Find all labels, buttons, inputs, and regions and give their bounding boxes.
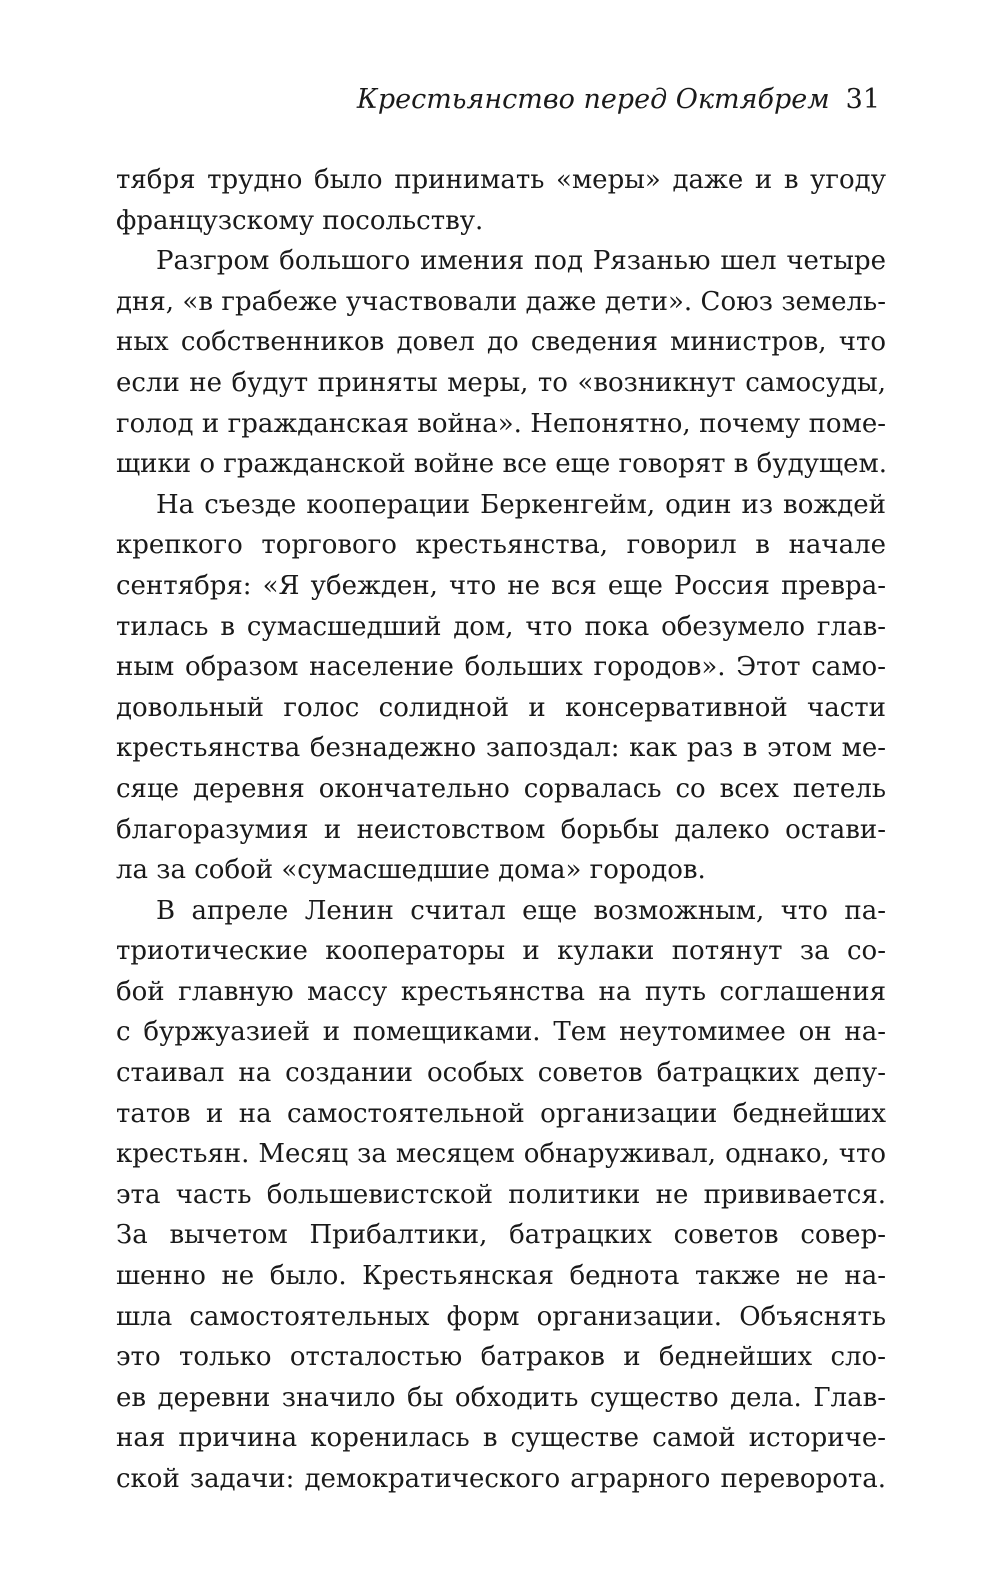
text-line: крепкого торгового крестьянства, говорил в начале (116, 530, 886, 561)
text-line: это только отсталостью батраков и беднейших сло- (116, 1342, 886, 1373)
text-line: ным образом население больших городов». Этот само- (116, 652, 886, 683)
text-line: эта часть большевистской политики не прививается. (116, 1179, 886, 1210)
text-line: ных собственников довел до сведения министров, что (116, 327, 886, 358)
text-line: ная причина коренилась в существе самой историче- (116, 1423, 886, 1454)
text-line: ев деревни значило бы обходить существо дела. Глав- (116, 1382, 886, 1413)
text-body (116, 160, 886, 1500)
text-line: ла за собой «сумасшедшие дома» городов. (116, 855, 706, 886)
text-line: ской задачи: демократического аграрного переворота. (116, 1464, 886, 1494)
text-line: если не будут приняты меры, то «возникнут самосуды, (116, 367, 886, 398)
text-line: щики о гражданской войне все еще говорят в будущем. (116, 449, 887, 480)
text-line: голод и гражданская война». Непонятно, почему поме- (116, 408, 886, 439)
text-line: благоразумия и неистовством борьбы далеко остави- (116, 814, 886, 845)
text-line: тября трудно было принимать «меры» даже и в угоду (116, 165, 886, 195)
text-line: дня, «в грабеже участвовали даже дети». Союз земель- (116, 286, 886, 317)
text-line: На съезде кооперации Беркенгейм, один из вождей (156, 489, 886, 520)
text-line: триотические кооператоры и кулаки потянут за со- (116, 936, 886, 967)
text-line: французскому посольству. (116, 205, 484, 236)
text-line: сентября: «Я убежден, что не вся еще Россия превра- (116, 570, 886, 601)
text-line: сяце деревня окончательно сорвалась со всех петель (116, 773, 886, 804)
text-line: За вычетом Прибалтики, батрацких советов совер- (116, 1220, 886, 1251)
text-line: довольный голос солидной и консервативной части (116, 692, 886, 723)
text-line: стаивал на создании особых советов батрацких депу- (116, 1058, 886, 1089)
text-line: Разгром большого имения под Рязанью шел четыре (156, 246, 886, 277)
text-line: крестьян. Месяц за месяцем обнаруживал, однако, что (116, 1139, 886, 1170)
running-head (357, 84, 880, 124)
text-line: бой главную массу крестьянства на путь соглашения (116, 976, 886, 1007)
page-number: 31 (845, 84, 880, 115)
running-title: Крестьянство перед Октябрем (356, 84, 830, 115)
text-line: шенно не было. Крестьянская беднота также не на- (116, 1261, 886, 1292)
text-line: В апреле Ленин считал еще возможным, что па- (156, 895, 886, 926)
text-line: с буржуазией и помещиками. Тем неутомимее он на- (116, 1017, 886, 1048)
text-line: шла самостоятельных форм организации. Объяснять (116, 1301, 886, 1332)
text-line: крестьянства безнадежно запоздал: как раз в этом ме- (116, 733, 886, 764)
text-line: тилась в сумасшедший дом, что пока обезумело глав- (116, 611, 886, 642)
text-line: татов и на самостоятельной организации беднейших (116, 1098, 886, 1129)
